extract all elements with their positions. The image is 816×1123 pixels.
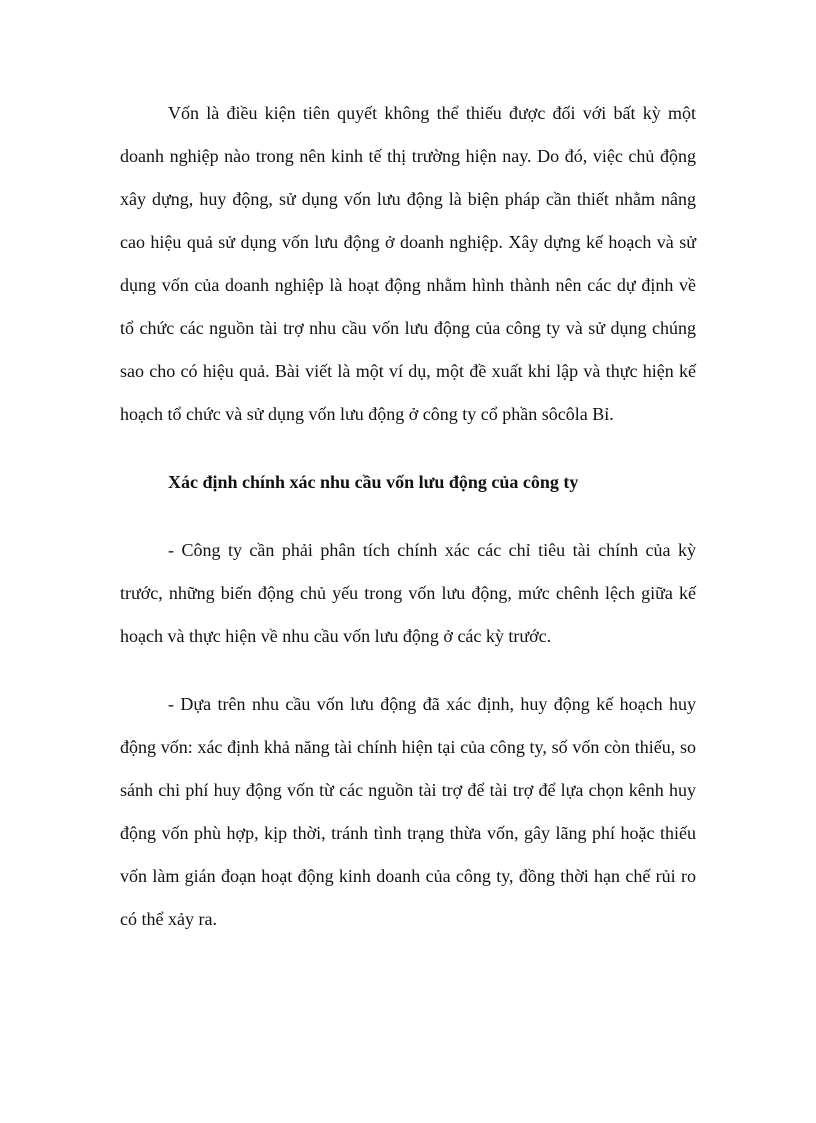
- section-heading: Xác định chính xác nhu cầu vốn lưu động của công ty: [168, 472, 579, 492]
- intro-paragraph: Vốn là điều kiện tiên quyết không thể thiếu được đối với bất kỳ một doanh nghiệp nào trong nên kinh tế thị trường hiện nay. Do đó, việc chủ động xây dựng, huy động, sử dụng vốn lưu động là biện pháp cần thiết nhằm nâng cao hiệu quả sử dụng vốn lưu động ở doanh nghiệp. Xây dựng kế hoạch và sử dụng vốn của doanh nghiệp là hoạt động nhằm hình thành nên các dự định về tổ chức các nguồn tài trợ nhu cầu vốn lưu động của công ty và sử dụng chúng sao cho có hiệu quả. Bài viết là một ví dụ, một đề xuất khi lập và thực hiện kế hoạch tổ chức và sử dụng vốn lưu động ở công ty cổ phần sôcôla Bỉ.: [120, 103, 696, 424]
- mobilization-paragraph: - Dựa trên nhu cầu vốn lưu động đã xác định, huy động kế hoạch huy động vốn: xác định khả năng tài chính hiện tại của công ty, số vốn còn thiếu, so sánh chi phí huy động vốn từ các nguồn tài trợ để tài trợ để lựa chọn kênh huy động vốn phù hợp, kịp thời, tránh tình trạng thừa vốn, gây lãng phí hoặc thiếu vốn làm gián đoạn hoạt động kinh doanh của công ty, đồng thời hạn chế rủi ro có thể xảy ra.: [120, 694, 696, 929]
- document-body: [120, 92, 696, 941]
- analysis-paragraph: - Công ty cần phải phân tích chính xác các chỉ tiêu tài chính của kỳ trước, những biến động chủ yếu trong vốn lưu động, mức chênh lệch giữa kế hoạch và thực hiện về nhu cầu vốn lưu động ở các kỳ trước.: [120, 540, 696, 646]
